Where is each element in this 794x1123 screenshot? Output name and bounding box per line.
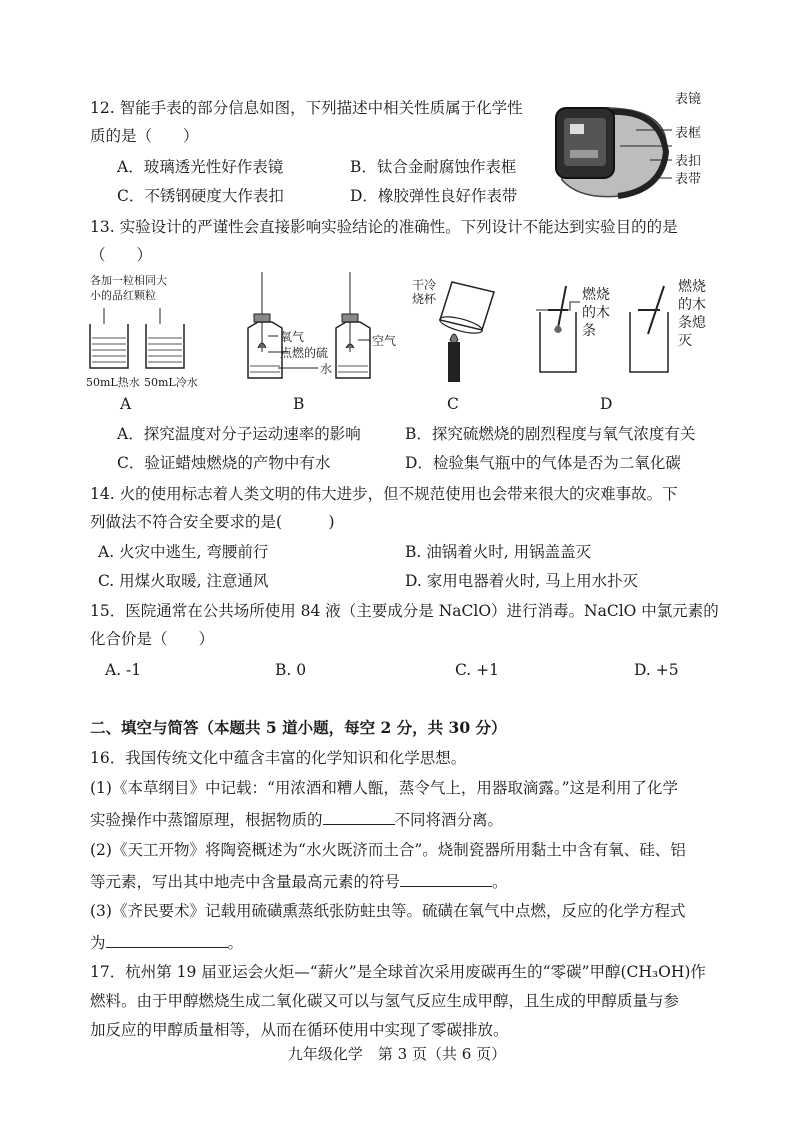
q15-stem-line1: 15．医院通常在公共场所使用 84 液（主要成分是 NaClO）进行消毒。NaClO 中氯元素的 [90,602,719,620]
q16-part2-line1: (2)《天工开物》将陶瓷概述为“水火既济而土合”。烧制瓷器所用黏土中含有氧、硅、铝 [90,841,686,859]
q16-part3-line1: (3)《齐民要术》记载用硫磺熏蒸纸张防蛀虫等。硫磺在氧气中点燃，反应的化学方程式 [90,902,686,920]
q12-option-d: D．橡胶弹性良好作表带 [350,187,518,205]
q16-blank-1[interactable] [323,808,395,825]
q12-stem-line1: 12. 智能手表的部分信息如图，下列描述中相关性质属于化学性 [90,99,523,117]
q16-stem: 16．我国传统文化中蕴含丰富的化学知识和化学思想。 [90,749,467,767]
fig-label-b: B [293,395,305,413]
q16-part2-pre: 等元素，写出其中地壳中含量最高元素的符号 [90,873,401,891]
q14-stem-line2: 列做法不符合安全要求的是( ) [90,513,335,531]
watch-label-buckle: 表扣 [675,154,702,169]
q15-option-a: A. -1 [105,661,142,679]
q14-option-d: D. 家用电器着火时, 马上用水扑灭 [405,572,639,590]
q16-blank-3[interactable] [106,931,228,948]
q15-option-b: B. 0 [275,661,307,679]
fig-d-burn-1: 燃烧 [582,287,610,303]
q14-option-c: C. 用煤火取暖, 注意通风 [98,572,269,590]
watch-label-strap: 表带 [675,172,702,187]
q16-part1-line2 [90,808,503,830]
figure-b-bottles [238,272,408,384]
q15-option-d: D. +5 [634,661,679,679]
fig-label-d: D [600,395,613,413]
q12-stem-line2: 质的是（ ） [90,127,199,145]
fig-b-air: 空气 [372,334,397,348]
fig-b-burning-sulfur: 点燃的硫 [280,346,329,360]
watch-label-frame: 表框 [675,126,702,141]
q16-part3-line2 [90,931,243,953]
figure-a-beakers [82,272,232,392]
q17-line1: 17．杭州第 19 届亚运会火炬—“薪火”是全球首次采用废碳再生的“零碳”甲醇(CH₃OH)作 [90,963,706,981]
q13-option-a: A．探究温度对分子运动速率的影响 [117,425,361,443]
section-2-heading: 二、填空与简答（本题共 5 道小题，每空 2 分，共 30 分） [90,718,507,737]
fig-a-cold-water: 50mL冷水 [144,376,198,389]
q12-option-c: C．不锈钢硬度大作表扣 [117,187,284,205]
q13-option-c: C．验证蜡烛燃烧的产物中有水 [117,454,331,472]
q16-blank-2[interactable] [400,870,492,887]
figure-d-sticks [530,272,710,382]
q13-option-b: B．探究硫燃烧的剧烈程度与氧气浓度有关 [405,425,696,443]
fig-a-note-2: 小的品红颗粒 [90,289,156,302]
fig-a-hot-water: 50mL热水 [86,376,140,389]
q16-part1-post: 不同将酒分离。 [394,811,504,829]
fig-a-note-1: 各加一粒相同大 [90,274,167,287]
watch-label-lens: 表镜 [675,92,702,107]
fig-label-a: A [120,395,132,413]
figure-c-candle [410,270,500,382]
fig-c-cup-2: 烧杯 [412,292,437,306]
q14-stem-line1: 14. 火的使用标志着人类文明的伟大进步，但不规范使用也会带来很大的灾难事故。下 [90,485,678,503]
q16-part3-post: 。 [227,934,244,952]
q16-part1-pre: 实验操作中蒸馏原理，根据物质的 [90,811,323,829]
q14-option-b: B. 油锅着火时, 用锅盖盖灭 [405,543,592,561]
fig-d-out-2: 的木 [678,297,706,313]
fig-b-water: 水 [320,362,333,376]
q15-stem-line2: 化合价是（ ） [90,630,215,648]
fig-d-out-1: 燃烧 [678,279,706,295]
fig-d-out-4: 灭 [678,333,692,349]
q17-line2: 燃料。由于甲醇燃烧生成二氧化碳又可以与氢气反应生成甲醇，且生成的甲醇质量与参 [90,992,680,1010]
q16-part2-line2 [90,870,508,892]
fig-b-oxygen: 氧气 [280,330,305,344]
q15-option-c: C. +1 [455,661,500,679]
q16-part3-pre: 为 [90,934,106,952]
q12-option-a: A．玻璃透光性好作表镜 [117,158,284,176]
q13-stem-line2: （ ） [90,246,153,264]
q13-option-d: D．检验集气瓶中的气体是否为二氧化碳 [405,454,681,472]
q17-line3: 加反应的甲醇质量相等，从而在循环使用中实现了零碳排放。 [90,1021,509,1039]
fig-c-cup-1: 干冷 [412,278,437,292]
fig-d-burn-3: 条 [582,323,596,339]
fig-d-burn-2: 的木 [582,305,610,321]
fig-label-c: C [447,395,459,413]
q12-option-b: B．钛合金耐腐蚀作表框 [350,158,517,176]
q13-stem-line1: 13. 实验设计的严谨性会直接影响实验结论的准确性。下列设计不能达到实验目的的是 [90,218,678,236]
fig-d-out-3: 条熄 [678,315,706,331]
q14-option-a: A. 火灾中逃生, 弯腰前行 [98,543,269,561]
q16-part2-post: 。 [492,873,508,891]
smartwatch-figure [540,92,720,210]
page-footer: 九年级化学 第 3 页（共 6 页） [287,1045,507,1063]
q16-part1-line1: (1)《本草纲目》中记载：“用浓酒和糟人甑，蒸令气上，用器取滴露。”这是利用了化学 [90,779,679,797]
